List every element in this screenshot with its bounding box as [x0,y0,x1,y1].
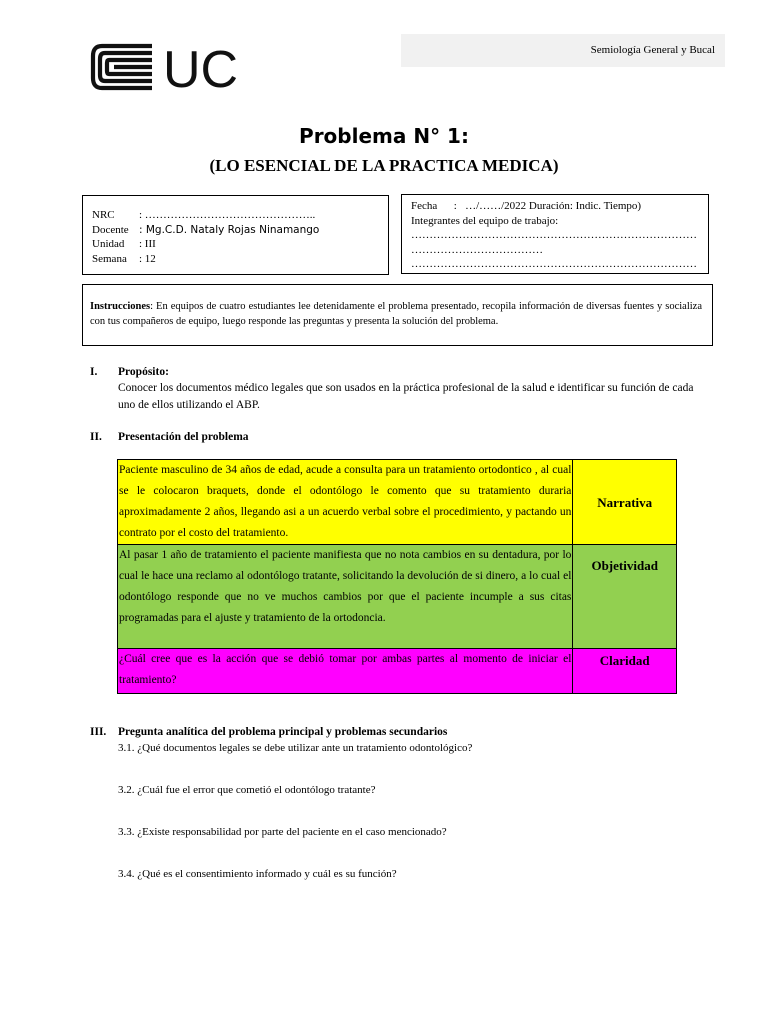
section-2-number: II. [90,431,102,443]
nrc-label: NRC [92,209,115,221]
docente-label: Docente [92,223,129,236]
problem-row-claridad [118,649,677,694]
course-info-box [82,195,389,275]
question-3-2: 3.2. ¿Cuál fue el error que cometió el odontólogo tratante? [118,784,376,796]
instructions-text: : En equipos de cuatro estudiantes lee detenidamente el problema presentado, recopila información de diversas fuentes y socializa con tus compañeros de equipo, luego responde las preguntas y presenta la solución del problema. [90,301,702,327]
problem-table [117,459,677,694]
problem-text-claridad: ¿Cuál cree que es la acción que se debió tomar por ambas partes al momento de iniciar el tratamiento? [118,649,573,694]
semana-label: Semana [92,252,127,265]
section-3-number: III. [90,726,107,738]
semana-value: : 12 [139,252,156,265]
question-3-4: 3.4. ¿Qué es el consentimiento informado y cuál es su función? [118,868,397,880]
unidad-label: Unidad [92,238,125,250]
logo-text: UC [163,42,239,92]
team-info-box [401,194,709,274]
integrantes-label: Integrantes del equipo de trabajo: [411,214,559,227]
section-3-title: Pregunta analítica del problema principal y problemas secundarios [118,726,448,738]
problem-row-objetividad [118,545,677,649]
section-1-number: I. [90,366,98,378]
instructions-box [82,284,713,346]
page-subtitle: (LO ESENCIAL DE LA PRACTICA MEDICA) [209,156,559,175]
uc-logo [90,42,258,92]
question-3-3: 3.3. ¿Existe responsabilidad por parte del paciente en el caso mencionado? [118,826,447,838]
unidad-value: : III [139,238,156,250]
course-header [401,34,725,67]
fecha-line: Fecha : …/……/2022 Duración: Indic. Tiempo) [411,200,642,212]
team-line-1: …………………………………………………………………… [411,229,697,241]
problem-text-objetividad: Al pasar 1 año de tratamiento el paciente manifiesta que no nota cambios en su dentadura, por lo cual le hace una reclamo al odontólogo tratante, solicitando la devolución de si dinero, a lo cual el odontólogo responde que no ve muchos cambios por que el paciente incumple a sus citas programadas para el ajuste y tratamiento de la ortodoncia. [118,545,573,649]
docente-value: : Mg.C.D. Nataly Rojas Ninamango [139,223,320,236]
nrc-value: : ……………………………………….. [139,209,316,221]
section-2-title: Presentación del problema [118,431,249,443]
tag-claridad: Claridad [573,649,677,694]
tag-objetividad: Objetividad [573,545,677,649]
team-line-2: ……………………………… [411,243,543,256]
page-title: Problema N° 1: [299,124,469,148]
instructions-label: Instrucciones [90,301,151,312]
problem-row-narrativa [118,460,677,545]
tag-narrativa: Narrativa [573,460,677,545]
question-3-1: 3.1. ¿Qué documentos legales se debe utilizar ante un tratamiento odontológico? [118,742,473,754]
section-1-title: Propósito: [118,366,169,378]
section-1-text: Conocer los documentos médico legales que son usados en la práctica profesional de la salud e identificar su función de cada uno de ellos utilizando el ABP. [118,382,694,411]
problem-text-narrativa: Paciente masculino de 34 años de edad, acude a consulta para un tratamiento ortodontico , al cual se le colocaron braquets, donde el odontólogo le comento que su tratamiento duraria aproximadamente 2 años, llegando asi a un acuerdo verbal sobre el procedimiento, y pactando un contrato por el costo del tratamiento. [118,460,573,545]
course-name: Semiología General y Bucal [590,44,715,56]
team-line-3: …………………………………………………………………… [411,258,697,270]
